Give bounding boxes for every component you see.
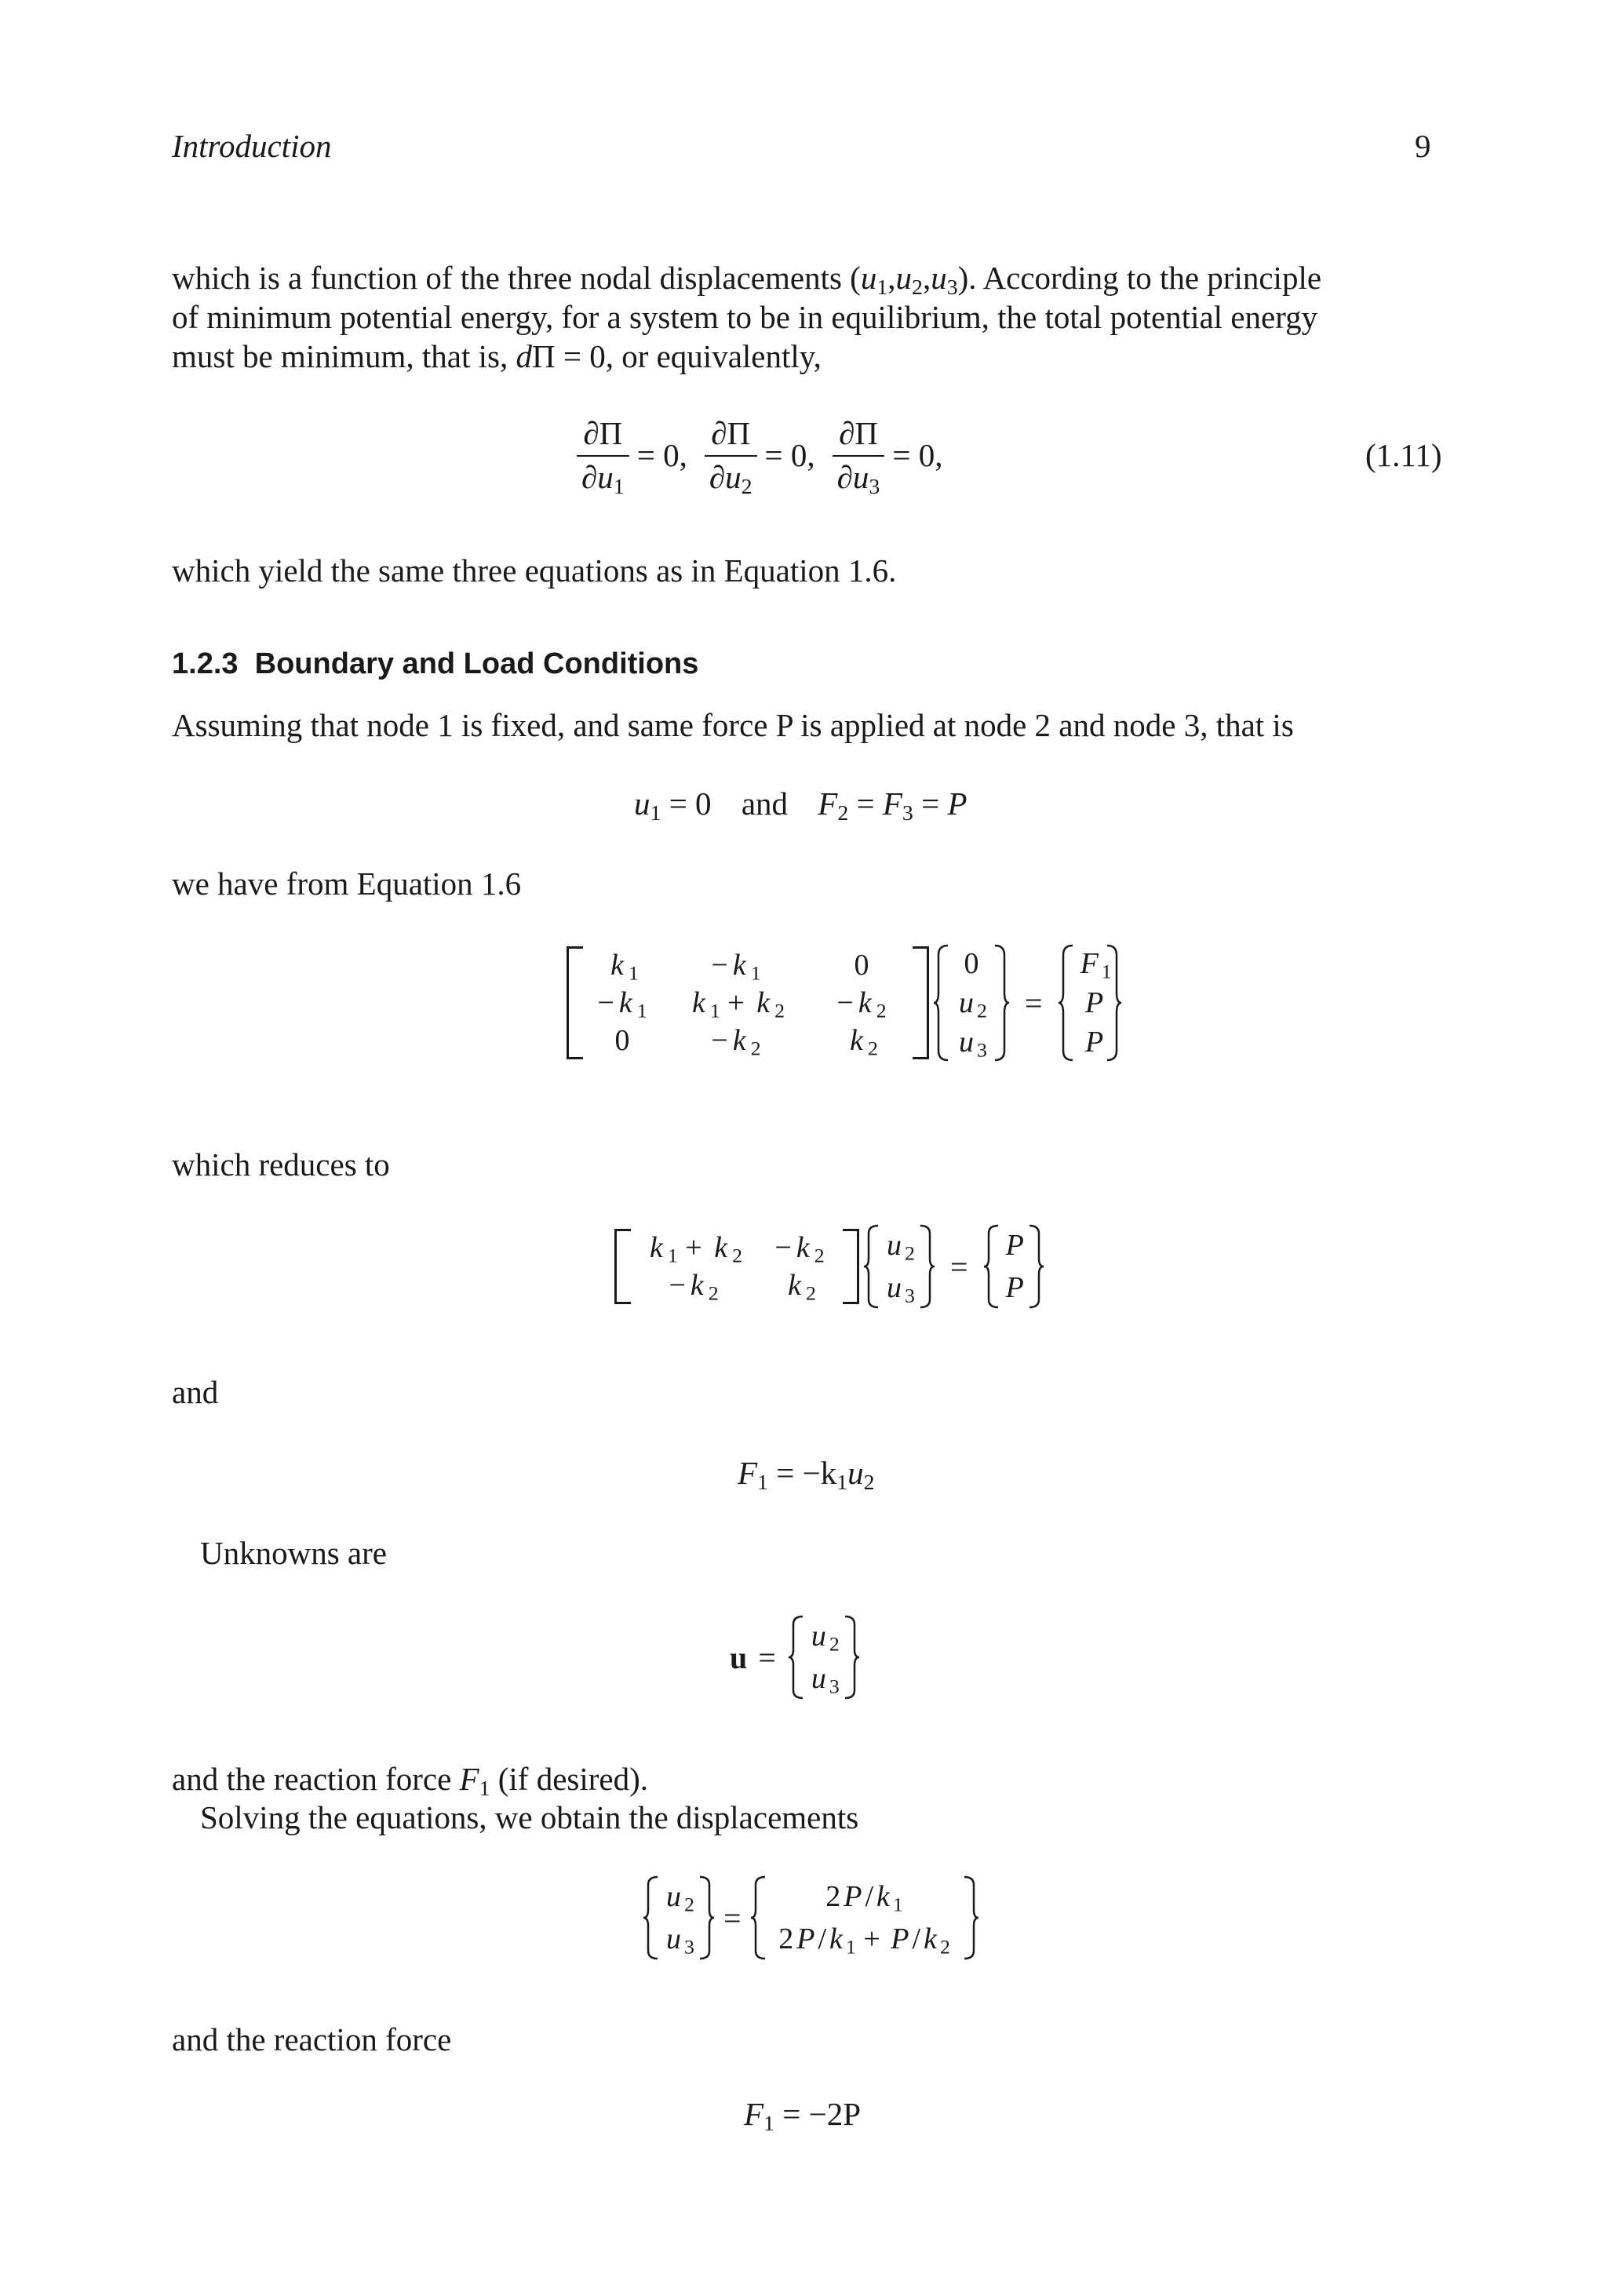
unknowns-vector: u = u $_2$ u $_3$: [730, 1615, 861, 1700]
u-entry-0: u $_2$: [811, 1620, 840, 1656]
matrix3-cell-6: 0: [614, 1024, 630, 1057]
equation-number: (1.11): [1365, 437, 1442, 473]
matrix2-cell-1: − k $_2$: [774, 1231, 825, 1267]
matrix2-cell-2: − k $_2$: [669, 1269, 719, 1305]
unknowns-text: Unknowns are: [200, 1535, 387, 1571]
matrix2-f-0: P: [1005, 1229, 1024, 1262]
matrix3-f-1: P: [1085, 986, 1104, 1019]
matrix3-cell-4: k $_1$ + k $_2$: [691, 986, 785, 1022]
solution-equation: u $_2$ u $_3$ = 2 P / k $_1$ 2 P / k $_1$ + P / k $_2$: [642, 1875, 980, 1960]
reduces-text: which reduces to: [172, 1146, 390, 1183]
matrix3-f-2: P: [1085, 1026, 1104, 1059]
matrix3-u-0: 0: [964, 947, 979, 980]
matrix3-u-2: u $_3$: [959, 1026, 987, 1062]
stiffness-matrix-2x2: [614, 1229, 859, 1304]
matrix2-f-1: P: [1005, 1271, 1024, 1304]
final-reaction-equation: $F_1 = -2P$: [744, 2096, 862, 2136]
solution-rhs-0: 2 P / k $_1$: [825, 1880, 903, 1916]
matrix2-u-1: u $_3$: [887, 1271, 915, 1307]
matrix2-u-0: u $_2$: [887, 1229, 915, 1265]
section-heading: 1.2.3 Boundary and Load Conditions: [172, 647, 699, 680]
solution-lhs-1: u $_3$: [666, 1922, 694, 1959]
matrix3-cell-5: − k $_2$: [836, 986, 887, 1022]
matrix2-cell-3: k $_2$: [788, 1269, 816, 1305]
matrix-equation-2x2: k $_1$ + k $_2$ − k $_2$ − k $_2$ k $_2$ u $_2$ u $_3$ = P P: [614, 1224, 1045, 1309]
page-number: 9: [1415, 128, 1431, 164]
solution-rhs-1: 2 P / k $_1$ + P / k $_2$: [778, 1922, 950, 1959]
paragraph-boundary: Assuming that node 1 is fixed, and same force P is applied at node 2 and node 3, that is: [172, 707, 1294, 743]
running-title: Introduction: [172, 128, 332, 164]
boundary-conditions: $u_1 = 0$ and $F_2 = F_3 = P$: [634, 785, 967, 825]
matrix-equation-3x3: k $_1$ − k $_1$ 0 − k $_1$ k $_1$ + k $_2$ − k $_2$ 0 − k $_2$ k $_2$ 0 u $_2$ u $_3$ = F $_1$ P P: [567, 944, 1123, 1062]
matrix3-u-1: u $_2$: [959, 986, 987, 1022]
solution-lhs-0: u $_2$: [666, 1880, 694, 1916]
matrix3-cell-3: − k $_1$: [597, 986, 647, 1022]
after-equation-text: which yield the same three equations as in Equation 1.6.: [172, 552, 897, 589]
from-equation-text: we have from Equation 1.6: [172, 866, 522, 902]
displacement-vector-3: [932, 944, 1011, 1062]
matrix3-cell-2: 0: [854, 949, 869, 982]
intro-line-1: which is a function of the three nodal displacements $(u_1,u_2,u_3)$. According to the principle: [172, 260, 1322, 300]
and-reaction-text: and the reaction force: [172, 2021, 452, 2057]
force-vector-3: [1057, 944, 1123, 1062]
displacement-vector-2: [862, 1224, 936, 1309]
matrix3-cell-1: − k $_1$: [711, 949, 761, 985]
u-entry-1: u $_3$: [811, 1662, 840, 1698]
matrix3-cell-0: k $_1$: [610, 949, 639, 985]
intro-line-2: of minimum potential energy, for a system to be in equilibrium, the total potential energy: [172, 299, 1318, 335]
matrix3-cell-8: k $_2$: [850, 1024, 878, 1060]
reaction-force-line: and the reaction force $F_1$ (if desired).: [172, 1761, 649, 1801]
force-vector-2: [982, 1224, 1045, 1309]
matrix3-f-0: F $_1$: [1080, 947, 1112, 983]
intro-line-3: must be minimum, that is, dΠ = 0, or equivalently,: [172, 338, 822, 374]
matrix3-cell-7: − k $_2$: [711, 1024, 761, 1060]
reaction-equation: $F_1 = -k_1u_2$: [738, 1455, 875, 1495]
solving-text: Solving the equations, we obtain the displacements: [200, 1799, 859, 1835]
and-text: and: [172, 1374, 219, 1410]
matrix2-cell-0: k $_1$ + k $_2$: [649, 1231, 743, 1267]
equation-1-11: $\frac{\partial\Pi}{\partial u_1}$ = 0, $\frac{\partial\Pi}{\partial u_2}$ = 0, $\frac{\partial\Pi}{\partial u_3}$ = 0,: [577, 414, 942, 496]
stiffness-matrix-3x3: [567, 946, 929, 1059]
